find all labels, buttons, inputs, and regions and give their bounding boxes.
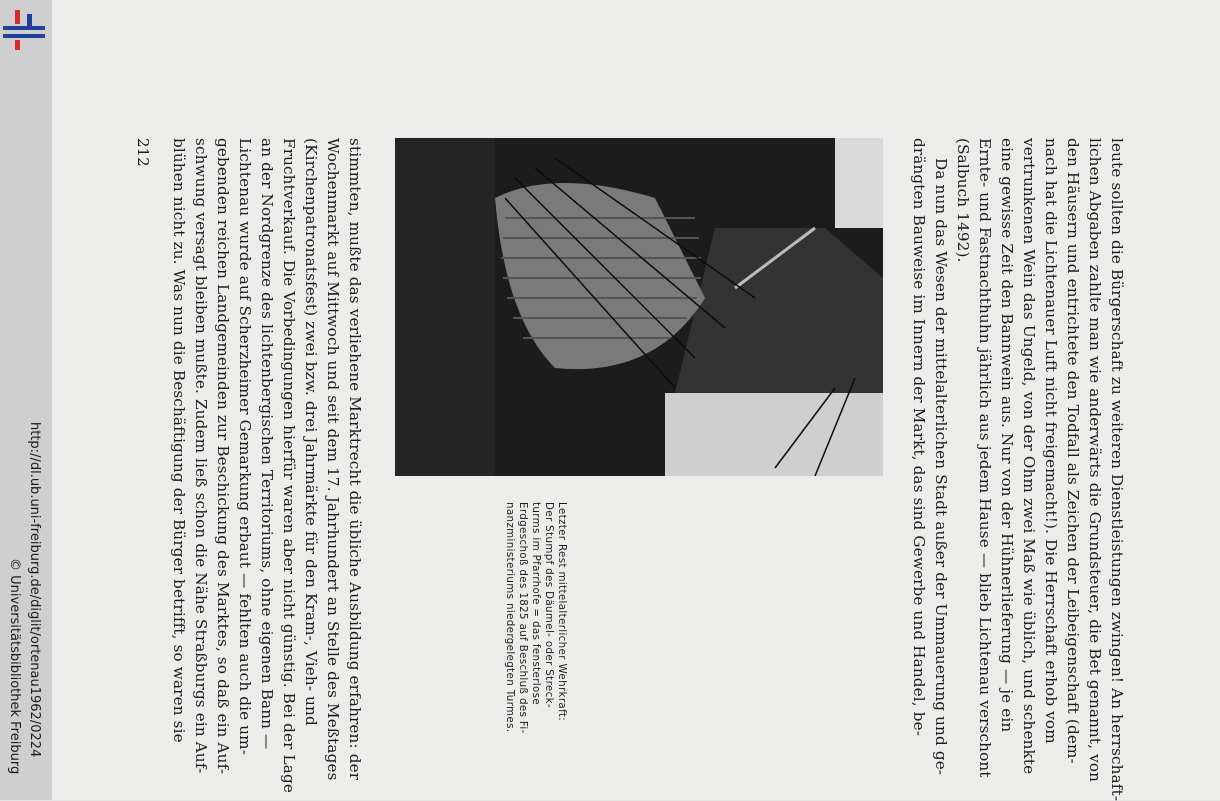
caption-line: turms im Pfarrhofe = das fensterlose (530, 502, 542, 706)
text-line: Wochenmarkt auf Mittwoch und seit dem 17. Jahrhundert an Stelle des Meßtages (324, 138, 342, 781)
text-line: Lichtenau wurde auf Scherzheimer Gemarkung erbaut — fehlten auch die um- (236, 138, 254, 755)
page-number: 212 (134, 138, 152, 167)
text-line: Da nun das Wesen der mittelalterlichen Stadt außer der Ummauerung und ge- (932, 158, 950, 776)
text-line: nach hat die Lichtenauer Luft nicht freigemacht!). Die Herrschaft erhob vom (1042, 138, 1060, 744)
text-line: (Kirchenpatronatsfest) zwei bzw. drei Jahrmärkte für den Kram-, Vieh- und (302, 138, 320, 726)
text-line: gebenden reichen Landgemeinden zur Beschickung des Marktes, so daß ein Auf- (214, 138, 232, 775)
text-line: blühen nicht zu. Was nun die Beschäftigung der Bürger betrifft, so waren sie (170, 138, 188, 743)
copyright-notice: © Universitätsbibliothek Freiburg (7, 558, 22, 775)
text-line: Ernte- und Fastnachthuhn jährlich aus jedem Hause — blieb Lichtenau verschont (976, 138, 994, 778)
caption-line: Erdgeschoß des 1825 auf Beschluß des Fi- (517, 502, 529, 734)
text-line: vertrunkenen Wein das Ungeld, von der Ohm zwei Maß wie üblich, und schenkte (1020, 138, 1038, 775)
text-line: Fruchtverkauf. Die Vorbedingungen hierfür waren aber nicht günstig. Bei der Lage (280, 138, 298, 793)
source-url-link[interactable]: http://dl.ub.uni-freiburg.de/diglit/ortenau1962/0224 (27, 422, 42, 758)
text-line: leute sollten die Bürgerschaft zu weiteren Dienstleistungen zwingen! An herrschaft- (1108, 138, 1126, 801)
text-line: (Salbuch 1492). (954, 138, 972, 263)
text-line: an der Nordgrenze des lichtenbergischen Territoriums, ohne eigenen Bann — (258, 138, 276, 750)
caption-line: Letzter Rest mittelalterlicher Wehrkraft: (556, 502, 568, 722)
caption-line: nanzministeriums niedergelegten Turmes. (504, 502, 516, 733)
text-line: lichen Abgaben zahlte man wie anderwärts die Grundsteuer, die Bet genannt, von (1086, 138, 1104, 783)
text-line: schwung versagt bleiben mußte. Zudem ließ schon die Nähe Straßburgs ein Auf- (192, 138, 210, 774)
text-line: eine gewisse Zeit den Bannwein aus. Nur von der Hühnerlieferung — je ein (998, 138, 1016, 733)
library-logo-icon[interactable] (3, 10, 45, 50)
tower-photograph (395, 138, 883, 476)
text-line: den Häusern und entrichtete den Todfall als Zeichen der Leibeigenschaft (dem- (1064, 138, 1082, 764)
text-line: drängten Bauweise im Innern der Markt, das sind Gewerbe und Handel, be- (910, 138, 928, 737)
viewer-sidebar (0, 0, 52, 800)
text-line: stimmten, mußte das verliehene Marktrecht die übliche Ausbildung erfahren: der (346, 138, 364, 781)
caption-line: Der Stumpf des Däumel- oder Streck- (543, 502, 555, 709)
